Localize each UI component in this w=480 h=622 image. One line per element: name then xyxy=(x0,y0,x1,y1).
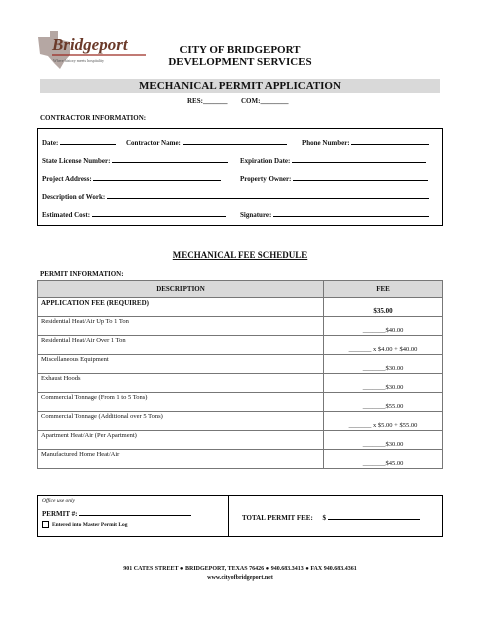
row-description: Residential Heat/Air Over 1 Ton xyxy=(38,336,324,355)
form-title: MECHANICAL PERMIT APPLICATION xyxy=(40,79,440,93)
contractor-name-input-line[interactable] xyxy=(183,137,287,145)
signature-input-line[interactable] xyxy=(273,209,429,217)
table-row xyxy=(38,355,443,374)
property-owner-field[interactable] xyxy=(240,173,428,183)
contractor-section-label: CONTRACTOR INFORMATION: xyxy=(40,114,147,122)
estimated-cost-field[interactable] xyxy=(42,209,226,219)
logo-wordmark: Bridgeport xyxy=(52,35,128,54)
row-description: Residential Heat/Air Up To 1 Ton xyxy=(38,317,324,336)
department-name: DEVELOPMENT SERVICES xyxy=(168,56,312,68)
row-fee[interactable]: _______$40.00 xyxy=(324,317,443,336)
city-name: CITY OF BRIDGEPORT xyxy=(179,44,301,56)
total-fee-label: TOTAL PERMIT FEE: xyxy=(242,514,313,522)
table-row xyxy=(38,336,443,355)
total-fee-input-line[interactable] xyxy=(328,512,420,520)
row-description: APPLICATION FEE (REQUIRED) xyxy=(38,298,324,317)
date-input-line[interactable] xyxy=(60,137,116,145)
res-field[interactable]: RES:_______ xyxy=(187,97,228,105)
total-fee-field[interactable] xyxy=(242,512,420,522)
estimated-cost-label: Estimated Cost: xyxy=(42,211,91,219)
phone-field[interactable] xyxy=(302,137,429,147)
total-fee-currency: $ xyxy=(322,514,327,522)
fee-table-header xyxy=(38,281,443,298)
master-permit-check[interactable] xyxy=(42,521,128,528)
expiration-input-line[interactable] xyxy=(292,155,426,163)
work-description-label: Description of Work: xyxy=(42,193,106,201)
permit-number-field[interactable] xyxy=(42,508,191,518)
property-owner-label: Property Owner: xyxy=(240,175,292,183)
row-fee[interactable]: _______ x $5.00 + $55.00 xyxy=(324,412,443,431)
date-label: Date: xyxy=(42,139,59,147)
project-address-input-line[interactable] xyxy=(93,173,221,181)
estimated-cost-input-line[interactable] xyxy=(92,209,226,217)
permit-number-label: PERMIT #: xyxy=(42,510,78,518)
row-fee[interactable]: _______$45.00 xyxy=(324,450,443,469)
contractor-name-label: Contractor Name: xyxy=(126,139,181,147)
project-address-label: Project Address: xyxy=(42,175,92,183)
fee-schedule-title: MECHANICAL FEE SCHEDULE xyxy=(172,250,308,260)
description-column-header: DESCRIPTION xyxy=(38,281,324,298)
property-owner-input-line[interactable] xyxy=(293,173,428,181)
row-description: Miscellaneous Equipment xyxy=(38,355,324,374)
signature-field[interactable] xyxy=(240,209,429,219)
city-logo xyxy=(36,29,154,71)
work-description-input-line[interactable] xyxy=(107,191,429,199)
row-fee[interactable]: _______ x $4.00 + $40.00 xyxy=(324,336,443,355)
footer-website[interactable]: www.cityofbridgeport.net xyxy=(207,575,273,581)
row-fee[interactable]: _______$30.00 xyxy=(324,374,443,393)
com-field[interactable]: COM:________ xyxy=(241,97,289,105)
row-description: Manufactured Home Heat/Air xyxy=(38,450,324,469)
work-description-field[interactable] xyxy=(42,191,429,201)
office-box-divider xyxy=(228,495,229,537)
row-description: Exhaust Hoods xyxy=(38,374,324,393)
row-description: Commercial Tonnage (Additional over 5 Tons) xyxy=(38,412,324,431)
row-fee[interactable]: _______$30.00 xyxy=(324,431,443,450)
footer-address: 901 CATES STREET ● BRIDGEPORT, TEXAS 76426 ● 940.683.3413 ● FAX 940.683.4361 xyxy=(123,566,357,572)
row-fee: $35.00 xyxy=(324,298,443,317)
permit-info-label: PERMIT INFORMATION: xyxy=(40,270,124,278)
fee-column-header: FEE xyxy=(324,281,443,298)
table-row xyxy=(38,374,443,393)
master-permit-checkbox[interactable] xyxy=(42,521,49,528)
row-description: Apartment Heat/Air (Per Apartment) xyxy=(38,431,324,450)
table-row xyxy=(38,298,443,317)
table-row xyxy=(38,412,443,431)
phone-label: Phone Number: xyxy=(302,139,350,147)
permit-number-input-line[interactable] xyxy=(79,508,191,516)
license-label: State License Number: xyxy=(42,157,111,165)
table-row xyxy=(38,317,443,336)
row-fee[interactable]: _______$55.00 xyxy=(324,393,443,412)
contractor-name-field[interactable] xyxy=(126,137,287,147)
logo-tagline: Where history meets hospitality xyxy=(53,58,104,63)
fee-table xyxy=(37,280,443,469)
expiration-field[interactable] xyxy=(240,155,426,165)
license-field[interactable] xyxy=(42,155,228,165)
table-row xyxy=(38,393,443,412)
table-row xyxy=(38,431,443,450)
expiration-label: Expiration Date: xyxy=(240,157,291,165)
row-description: Commercial Tonnage (From 1 to 5 Tons) xyxy=(38,393,324,412)
signature-label: Signature: xyxy=(240,211,272,219)
master-permit-label: Entered into Master Permit Log xyxy=(52,521,128,528)
project-address-field[interactable] xyxy=(42,173,221,183)
license-input-line[interactable] xyxy=(112,155,228,163)
row-fee[interactable]: _______$30.00 xyxy=(324,355,443,374)
phone-input-line[interactable] xyxy=(351,137,429,145)
table-row xyxy=(38,450,443,469)
date-field[interactable] xyxy=(42,137,116,147)
office-use-label: Office use only xyxy=(42,498,75,504)
